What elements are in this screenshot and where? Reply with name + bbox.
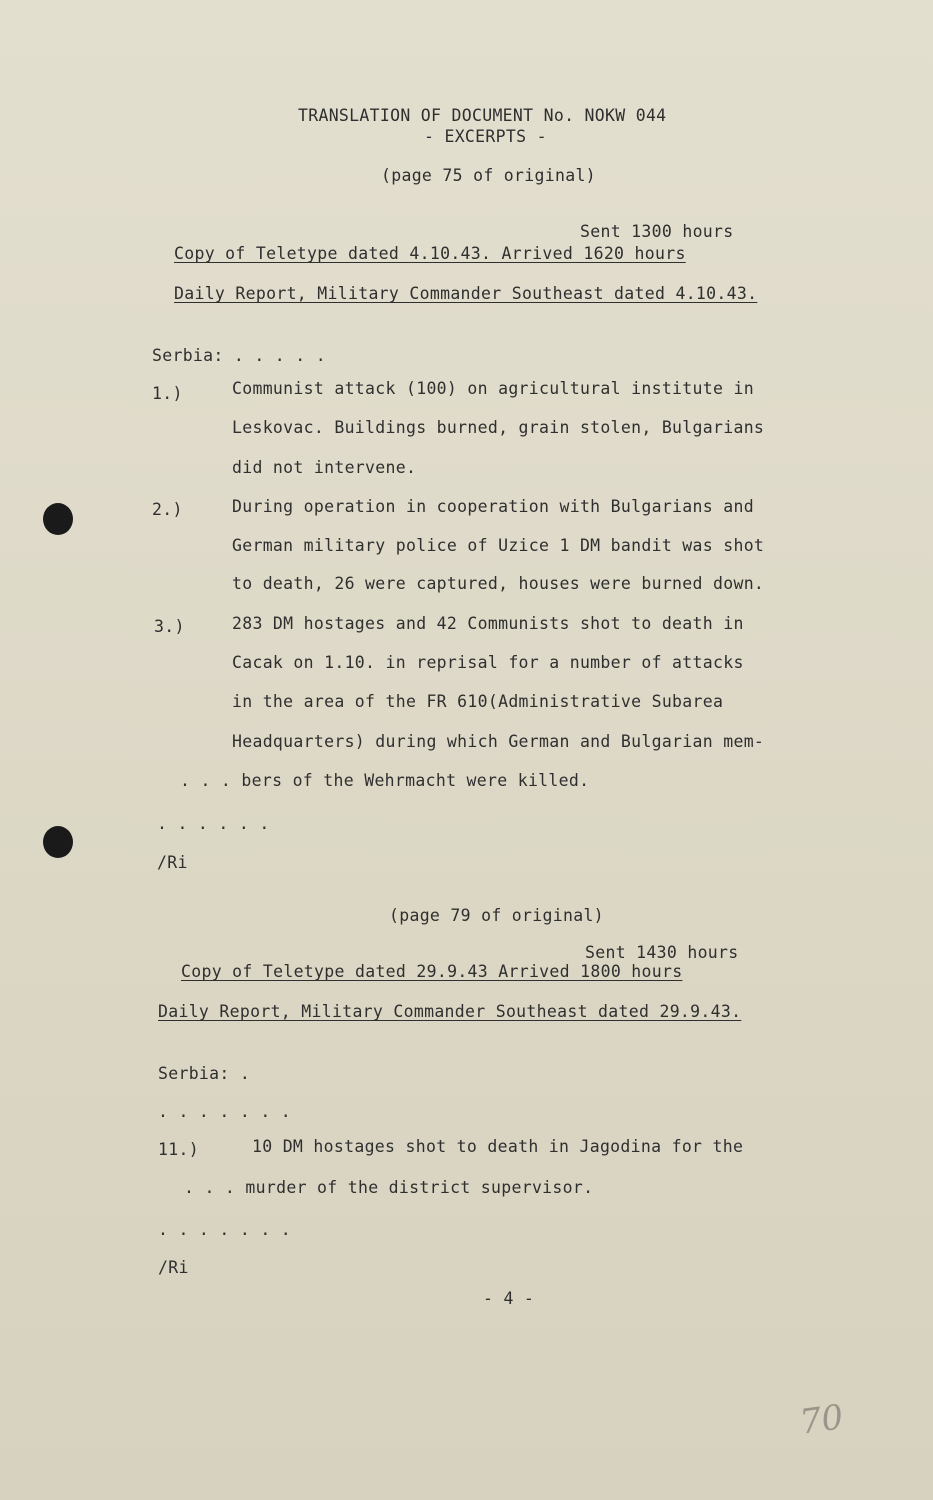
item-line: Headquarters) during which German and Bulgarian mem- <box>232 732 765 751</box>
item-line: did not intervene. <box>232 458 417 477</box>
region-label: Serbia: . <box>158 1064 251 1083</box>
item-number: 3.) <box>154 617 185 636</box>
sent-time: Sent 1300 hours <box>580 222 734 241</box>
teletype-line: Copy of Teletype dated 4.10.43. Arrived 1620 hours <box>174 244 686 263</box>
page-reference: (page 75 of original) <box>381 166 596 185</box>
item-line: 283 DM hostages and 42 Communists shot to death in <box>232 614 744 633</box>
item-number: 11.) <box>158 1140 199 1159</box>
sent-time: Sent 1430 hours <box>585 943 739 962</box>
item-line: in the area of the FR 610(Administrative Subarea <box>232 692 724 711</box>
initials: /Ri <box>157 853 188 872</box>
item-line: . . . murder of the district supervisor. <box>184 1178 594 1197</box>
item-line: Leskovac. Buildings burned, grain stolen, Bulgarians <box>232 418 765 437</box>
initials: /Ri <box>158 1258 189 1277</box>
ellipsis-dots: . . . . . . . <box>158 1102 292 1121</box>
item-number: 1.) <box>152 384 183 403</box>
item-line: to death, 26 were captured, houses were burned down. <box>232 574 765 593</box>
page-number: - 4 - <box>483 1289 535 1308</box>
ellipsis-dots: . . . . . . <box>157 814 270 833</box>
report-heading: Daily Report, Military Commander Southeast dated 29.9.43. <box>158 1002 742 1021</box>
document-subtitle: - EXCERPTS - <box>424 127 547 146</box>
item-line: 10 DM hostages shot to death in Jagodina for the <box>252 1137 744 1156</box>
item-line: Communist attack (100) on agricultural institute in <box>232 379 754 398</box>
report-heading: Daily Report, Military Commander Southeast dated 4.10.43. <box>174 284 758 303</box>
punch-hole <box>43 503 73 535</box>
punch-hole <box>43 826 73 858</box>
handwritten-page-number: 70 <box>797 1397 846 1443</box>
item-number: 2.) <box>152 500 183 519</box>
item-line: . . . bers of the Wehrmacht were killed. <box>180 771 590 790</box>
teletype-line: Copy of Teletype dated 29.9.43 Arrived 1800 hours <box>181 962 683 981</box>
document-title: TRANSLATION OF DOCUMENT No. NOKW 044 <box>298 106 667 125</box>
ellipsis-dots: . . . . . . . <box>158 1220 292 1239</box>
item-line: Cacak on 1.10. in reprisal for a number of attacks <box>232 653 744 672</box>
item-line: During operation in cooperation with Bulgarians and <box>232 497 754 516</box>
page-reference: (page 79 of original) <box>389 906 604 925</box>
item-line: German military police of Uzice 1 DM bandit was shot <box>232 536 765 555</box>
region-label: Serbia: . . . . . <box>152 346 326 365</box>
